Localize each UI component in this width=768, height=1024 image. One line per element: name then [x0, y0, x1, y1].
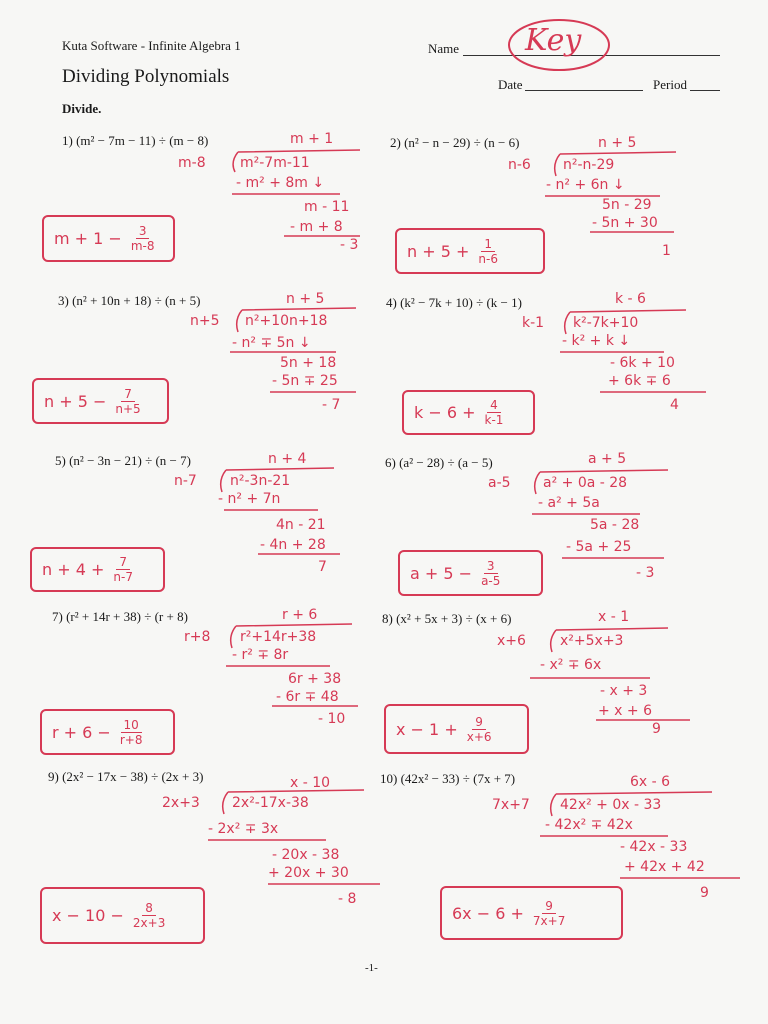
- dividend: k²-7k+10: [573, 315, 639, 331]
- answer-main: n + 5 −: [44, 391, 107, 411]
- divisor: n-7: [174, 473, 197, 489]
- answer-box: [384, 704, 529, 754]
- name-label: Name: [428, 41, 460, 56]
- step-line: - 5n ∓ 25: [272, 373, 338, 389]
- fraction-denominator: k-1: [484, 413, 504, 427]
- remainder: - 7: [322, 397, 341, 413]
- date-label: Date: [498, 77, 523, 92]
- problem-number: 8): [382, 611, 393, 626]
- name-value: Key: [525, 23, 582, 58]
- answer-box: [42, 215, 175, 262]
- answer-main: n + 5 +: [407, 241, 470, 261]
- period-field-line: [690, 90, 720, 91]
- step-line: 5n - 29: [602, 197, 652, 213]
- fraction-numerator: 9: [542, 899, 556, 914]
- date-field-line: [525, 90, 643, 91]
- step-line: - n² + 6n ↓: [546, 177, 625, 193]
- answer-fraction: [117, 718, 146, 747]
- publisher-label: Kuta Software - Infinite Algebra 1: [62, 38, 241, 53]
- fraction-numerator: 7: [116, 555, 130, 570]
- problem-number: 4): [386, 295, 397, 310]
- quotient: n + 5: [598, 135, 637, 151]
- answer-main: r + 6 −: [52, 722, 111, 742]
- step-line: - k² + k ↓: [562, 333, 631, 349]
- answer-fraction: [530, 899, 568, 928]
- answer-box: [30, 547, 165, 592]
- answer-fraction: [478, 559, 503, 588]
- answer-main: k − 6 +: [414, 403, 476, 422]
- dividend: r²+14r+38: [240, 629, 317, 645]
- step-line: - m² + 8m ↓: [236, 175, 325, 191]
- fraction-numerator: 3: [136, 224, 150, 239]
- step-line: - x² ∓ 6x: [540, 657, 602, 673]
- remainder: 9: [652, 721, 661, 737]
- step-line: m - 11: [304, 199, 350, 215]
- quotient: 6x - 6: [630, 774, 671, 790]
- divisor: 2x+3: [162, 795, 200, 811]
- fraction-denominator: 2x+3: [132, 916, 166, 930]
- step-line: - n² + 7n: [218, 491, 281, 507]
- answer-main: n + 4 +: [42, 560, 105, 579]
- page-title: Dividing Polynomials: [62, 66, 230, 87]
- problem-6: [385, 455, 493, 471]
- step-line: 6r + 38: [288, 671, 342, 687]
- step-line: - n² ∓ 5n ↓: [232, 335, 311, 351]
- problem-expression: (42x² − 33) ÷ (7x + 7): [400, 771, 516, 786]
- remainder: 7: [318, 559, 327, 575]
- divisor: 7x+7: [492, 797, 530, 813]
- fraction-denominator: m-8: [130, 239, 155, 253]
- step-line: - r² ∓ 8r: [232, 647, 289, 663]
- step-line: 4n - 21: [276, 517, 326, 533]
- problem-expression: (n² − n − 29) ÷ (n − 6): [404, 135, 520, 150]
- problem-expression: (x² + 5x + 3) ÷ (x + 6): [396, 611, 512, 626]
- step-line: - 20x - 38: [272, 847, 340, 863]
- answer-fraction: [130, 901, 168, 930]
- problem-9: [48, 769, 203, 785]
- answer-box: [40, 887, 205, 944]
- problem-7: [52, 609, 188, 625]
- problem-3: [58, 293, 200, 309]
- answer-box: [32, 378, 169, 424]
- answer-main: 6x − 6 +: [452, 903, 524, 923]
- fraction-numerator: 3: [484, 559, 498, 574]
- quotient: m + 1: [290, 131, 334, 147]
- problem-4: [386, 295, 522, 311]
- divisor: m-8: [178, 155, 206, 171]
- quotient: n + 5: [286, 291, 325, 307]
- step-line: - 5a + 25: [566, 539, 632, 555]
- step-line: - 42x² ∓ 42x: [545, 817, 633, 833]
- problem-number: 2): [390, 135, 401, 150]
- step-line: - 42x - 33: [620, 839, 688, 855]
- dividend: n²-n-29: [563, 157, 615, 173]
- fraction-denominator: n+5: [115, 401, 141, 416]
- fraction-denominator: x+6: [466, 729, 492, 744]
- problem-10: [380, 771, 515, 787]
- problem-expression: (r² + 14r + 38) ÷ (r + 8): [66, 609, 188, 624]
- answer-fraction: [110, 555, 136, 584]
- fraction-denominator: a-5: [481, 573, 501, 588]
- answer-box: [440, 886, 623, 940]
- problem-5: [55, 453, 191, 469]
- problem-number: 10): [380, 771, 398, 786]
- dividend: x²+5x+3: [560, 633, 624, 649]
- answer-fraction: [475, 237, 501, 266]
- answer-fraction: [464, 715, 495, 744]
- step-line: - 6r ∓ 48: [276, 689, 339, 705]
- fraction-numerator: 1: [481, 237, 495, 252]
- quotient: x - 10: [290, 775, 331, 791]
- answer-box: [398, 550, 543, 596]
- quotient: n + 4: [268, 451, 307, 467]
- step-line: - 5n + 30: [592, 215, 658, 231]
- divisor: r+8: [184, 629, 211, 645]
- problem-8: [382, 611, 511, 627]
- divisor: n+5: [190, 313, 220, 329]
- fraction-numerator: 8: [142, 901, 156, 916]
- divisor: a-5: [488, 475, 511, 491]
- dividend: n²+10n+18: [245, 313, 328, 329]
- answer-box: [40, 709, 175, 755]
- problem-expression: (k² − 7k + 10) ÷ (k − 1): [400, 295, 522, 310]
- divisor: n-6: [508, 157, 531, 173]
- step-line: + 6k ∓ 6: [608, 373, 671, 389]
- fraction-numerator: 9: [472, 715, 486, 730]
- step-line: - x + 3: [600, 683, 648, 699]
- fraction-denominator: n-6: [478, 251, 498, 266]
- fraction-numerator: 4: [487, 398, 501, 413]
- fraction-denominator: 7x+7: [532, 913, 566, 928]
- quotient: r + 6: [282, 607, 318, 623]
- step-line: - a² + 5a: [538, 495, 600, 511]
- problem-number: 7): [52, 609, 63, 624]
- remainder: - 8: [338, 891, 357, 907]
- period-label: Period: [653, 77, 687, 92]
- problem-number: 1): [62, 133, 73, 148]
- answer-main: a + 5 −: [410, 563, 473, 583]
- remainder: 4: [670, 397, 679, 413]
- divisor: k-1: [522, 315, 545, 331]
- step-line: + 20x + 30: [268, 865, 349, 881]
- problem-number: 6): [385, 455, 396, 470]
- dividend: m²-7m-11: [240, 155, 310, 171]
- divisor: x+6: [497, 633, 526, 649]
- problem-number: 5): [55, 453, 66, 468]
- fraction-denominator: r+8: [119, 732, 143, 747]
- problem-1: [62, 133, 208, 149]
- quotient: a + 5: [588, 451, 627, 467]
- answer-main: m + 1 −: [54, 229, 122, 248]
- step-line: - 4n + 28: [260, 537, 326, 553]
- remainder: - 3: [636, 565, 655, 581]
- answer-fraction: [112, 387, 143, 416]
- problem-expression: (m² − 7m − 11) ÷ (m − 8): [76, 133, 209, 148]
- fraction-denominator: n-7: [113, 570, 133, 584]
- fraction-numerator: 10: [121, 718, 142, 733]
- answer-fraction: [128, 224, 158, 253]
- problem-number: 9): [48, 769, 59, 784]
- dividend: a² + 0a - 28: [543, 475, 628, 491]
- step-line: + 42x + 42: [624, 859, 705, 875]
- remainder: - 10: [318, 711, 346, 727]
- fraction-numerator: 7: [121, 387, 135, 402]
- page-number: -1-: [365, 962, 378, 974]
- remainder: 1: [662, 243, 671, 259]
- answer-fraction: [482, 398, 507, 427]
- problem-expression: (a² − 28) ÷ (a − 5): [399, 455, 493, 470]
- remainder: 9: [700, 885, 709, 901]
- problem-expression: (2x² − 17x − 38) ÷ (2x + 3): [62, 769, 204, 784]
- dividend: 2x²-17x-38: [232, 795, 309, 811]
- dividend: 42x² + 0x - 33: [560, 797, 662, 813]
- problem-expression: (n² + 10n + 18) ÷ (n + 5): [72, 293, 201, 308]
- step-line: - 2x² ∓ 3x: [208, 821, 279, 837]
- step-line: + x + 6: [598, 703, 653, 719]
- problem-number: 3): [58, 293, 69, 308]
- remainder: - 3: [340, 237, 359, 253]
- name-key-annotation: [505, 16, 613, 74]
- answer-main: x − 10 −: [52, 906, 124, 925]
- step-line: - 6k + 10: [610, 355, 675, 371]
- instructions: Divide.: [62, 101, 102, 116]
- answer-main: x − 1 +: [396, 719, 458, 739]
- quotient: x - 1: [598, 609, 630, 625]
- quotient: k - 6: [615, 291, 646, 307]
- problem-expression: (n² − 3n − 21) ÷ (n − 7): [69, 453, 191, 468]
- answer-box: [395, 228, 545, 274]
- answer-box: [402, 390, 535, 435]
- step-line: - m + 8: [290, 219, 343, 235]
- step-line: 5n + 18: [280, 355, 337, 371]
- dividend: n²-3n-21: [230, 473, 291, 489]
- step-line: 5a - 28: [590, 517, 640, 533]
- problem-2: [390, 135, 519, 151]
